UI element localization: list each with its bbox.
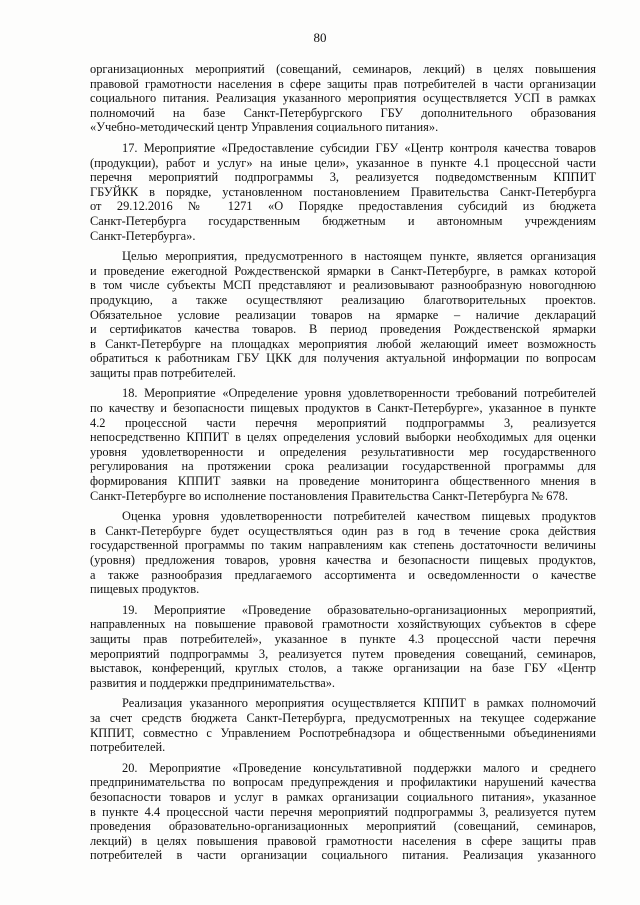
text-line: пищевых продуктов. [90, 582, 200, 597]
text-line: перечня мероприятий подпрограммы 3, реализуется подведомственным КППИТ [90, 170, 596, 185]
text-line: а также разнообразия предлагаемого ассортимента и осведомленности о качестве [90, 567, 596, 582]
text-line: 18. Мероприятие «Определение уровня удовлетворенности требований потребителей [122, 386, 596, 401]
text-line: «Учебно-методический центр Управления социального питания». [90, 120, 439, 135]
text-line: потребителей в части организации социального питания. Реализация указанного [90, 848, 596, 863]
text-line: Санкт-Петербурга государственным бюджетным и автономным учреждениям [90, 213, 596, 228]
text-line: полномочий на базе Санкт-Петербургского ГБУ дополнительного образования [90, 105, 596, 120]
text-line: Обязательное условие реализации товаров на ярмарке – наличие деклараций [90, 307, 596, 322]
text-line: Целью мероприятия, предусмотренного в настоящем пункте, является организация [122, 249, 596, 264]
text-line: развития и поддержки предпринимательства». [90, 675, 335, 690]
text-line: проведения образовательно-организационных мероприятий (совещаний, семинаров, [90, 819, 596, 834]
page-number: 80 [313, 30, 327, 45]
text-line: в пункте 4.4 процессной части перечня мероприятий подпрограммы 3, реализуется путем [90, 804, 596, 819]
text-line: (продукции), работ и услуг» на иные цели», указанное в пункте 4.1 процессной части [90, 155, 596, 170]
text-line: безопасности товаров и услуг в рамках организации социального питания», указанное [90, 789, 596, 804]
text-line: продукцию, а также осуществляют реализацию благотворительных проектов. [90, 292, 596, 307]
text-line: в том числе субъекты МСП представляют и реализовывают разнообразную новогоднюю [90, 278, 596, 293]
text-line: Санкт-Петербурге во исполнение постановления Правительства Санкт-Петербурга № 678. [90, 488, 568, 503]
text-line: непосредственно КППИТ в целях определения условий выборки необходимых для оценки [90, 430, 596, 445]
text-line: по качеству и безопасности пищевых продуктов в Санкт-Петербурге», указанное в пункте [90, 401, 596, 416]
text-line: социального питания. Реализация указанного мероприятия осуществляется УСП в рамках [90, 91, 596, 106]
text-line: в Санкт-Петербурге будет осуществляться один раз в год в течение срока действия [90, 523, 596, 538]
text-line: КППИТ, совместно с Управлением Роспотребнадзора и общественными объединениями [90, 725, 596, 740]
text-line: и сертификатов качества товаров. В период проведения Рождественской ярмарки [90, 322, 596, 337]
text-line: правовой грамотности населения в сфере защиты прав потребителей в части организации [90, 76, 596, 91]
paragraph [90, 761, 596, 863]
document-body [90, 62, 596, 869]
text-line: в Санкт-Петербурге на площадках мероприятия любой желающий имеет возможность [90, 336, 596, 351]
text-line: ГБУЙКК в порядке, установленном постановлением Правительства Санкт-Петербурга [90, 184, 596, 199]
text-line: Реализация указанного мероприятия осуществляется КППИТ в рамках полномочий [122, 696, 596, 711]
text-line: 19. Мероприятие «Проведение образовательно-организационных мероприятий, [122, 602, 596, 617]
text-line: обратиться к работникам ГБУ ЦКК для получения актуальной информации по вопросам [90, 351, 596, 366]
text-line: Оценка уровня удовлетворенности потребителей качеством пищевых продуктов [122, 509, 596, 524]
text-line: мероприятий подпрограммы 3, реализуется путем проведения совещаний, семинаров, [90, 646, 596, 661]
text-line: Санкт-Петербурга». [90, 228, 196, 243]
paragraph [90, 386, 596, 503]
text-line: регулирования на протяжении срока реализации государственной программы для [90, 459, 596, 474]
text-line: лекций) в целях повышения правовой грамотности населения в сфере защиты прав [90, 833, 596, 848]
paragraph [90, 62, 596, 135]
text-line: потребителей. [90, 740, 166, 755]
text-line: государственной программы по таким направлениям как степень достаточности величины [90, 538, 596, 553]
paragraph [90, 696, 596, 754]
text-line: формирования КППИТ заявки на проведение мониторинга общественного мнения в [90, 474, 596, 489]
text-line: 17. Мероприятие «Предоставление субсидии ГБУ «Центр контроля качества товаров [122, 140, 596, 155]
text-line: (уровня) предложения товаров, уровня качества и безопасности пищевых продуктов, [90, 553, 596, 567]
text-line: от 29.12.2016 № 1271 «О Порядке предоставления субсидий из бюджета [90, 199, 596, 214]
paragraph [90, 249, 596, 380]
paragraph [90, 509, 596, 597]
text-line: защиты прав потребителей. [90, 365, 236, 380]
text-line: и проведение ежегодной Рождественской ярмарки в Санкт-Петербурге, в рамках которой [90, 263, 596, 278]
paragraph [90, 141, 596, 243]
text-line: уровня удовлетворенности и определения результативности мер государственного [90, 444, 596, 459]
text-line: организационных мероприятий (совещаний, семинаров, лекций) в целях повышения [90, 62, 596, 76]
text-line: выставок, конференций, круглых столов, а также организации на базе ГБУ «Центр [90, 661, 596, 676]
text-line: за счет средств бюджета Санкт-Петербурга, предусмотренных на текущее содержание [90, 710, 596, 725]
text-line: 4.2 процессной части перечня мероприятий подпрограммы 3, реализуется [90, 415, 596, 430]
text-line: предпринимательства по вопросам предупреждения и профилактики нарушений качества [90, 775, 596, 790]
text-line: 20. Мероприятие «Проведение консультативной поддержки малого и среднего [122, 760, 596, 775]
text-line: защиты прав потребителей», указанное в пункте 4.3 процессной части перечня [90, 631, 596, 646]
text-line: направленных на повышение правовой грамотности хозяйствующих субъектов в сфере [90, 617, 596, 632]
paragraph [90, 603, 596, 691]
